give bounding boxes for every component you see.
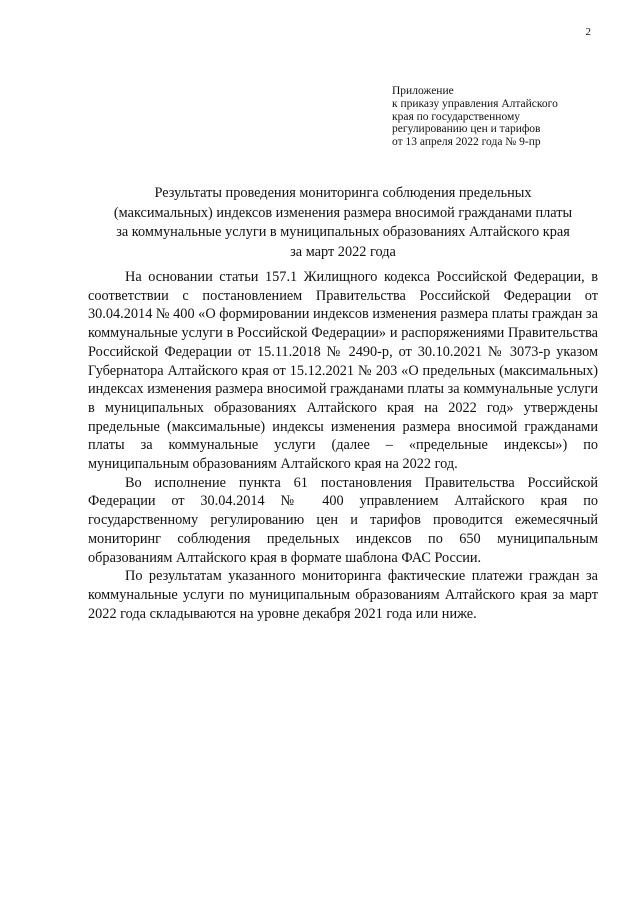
title-line: (максимальных) индексов изменения размера вносимой гражданами платы bbox=[113, 204, 573, 221]
document-title bbox=[88, 184, 598, 262]
appendix-line: регулированию цен и тарифов bbox=[392, 123, 541, 136]
title-line: за коммунальные услуги в муниципальных образованиях Алтайского края bbox=[116, 224, 570, 241]
appendix-block bbox=[392, 85, 612, 149]
title-line: Результаты проведения мониторинга соблюдения предельных bbox=[154, 185, 532, 201]
body-paragraph: Во исполнение пункта 61 постановления Правительства Российской Федерации от 30.04.2014 № 400 управлением Алтайского края по государственному регулированию цен и тарифов проводится ежемесячный мониторинг соблюдения предельных индексов по 650 муниципальным образованиям Алтайского края в формате шаблона ФАС России. bbox=[88, 474, 598, 566]
document-body bbox=[88, 268, 598, 623]
appendix-line: края по государственному bbox=[392, 110, 520, 123]
body-paragraph: На основании статьи 157.1 Жилищного кодекса Российской Федерации, в соответствии с постановлением Правительства Российской Федерации от 30.04.2014 № 400 «О формировании индексов изменения размера платы граждан за коммунальные услуги в Российской Федерации» и распоряжениями Правительства Российской Федерации от 15.11.2018 № 2490-р, от 30.10.2021 № 3073-р указом Губернатора Алтайского края от 15.12.2021 № 203 «О предельных (максимальных) индексах изменения размера вносимой гражданами платы за коммунальные услуги в муниципальных образованиях Алтайского края на 2022 год» утверждены предельные (максимальные) индексы изменения размера вносимой гражданами платы за коммунальные услуги (далее – «предельные индексы») по муниципальным образованиям Алтайского края на 2022 год. bbox=[88, 269, 598, 473]
appendix-line: от 13 апреля 2022 года № 9-пр bbox=[392, 136, 541, 149]
appendix-line: к приказу управления Алтайского bbox=[392, 97, 558, 110]
page-number: 2 bbox=[585, 26, 591, 38]
body-paragraph: По результатам указанного мониторинга фактические платежи граждан за коммунальные услуги по муниципальным образованиям Алтайского края за март 2022 года складываются на уровне декабря 2021 года или ниже. bbox=[88, 568, 598, 622]
title-line: за март 2022 года bbox=[290, 243, 396, 260]
appendix-line: Приложение bbox=[392, 85, 454, 97]
